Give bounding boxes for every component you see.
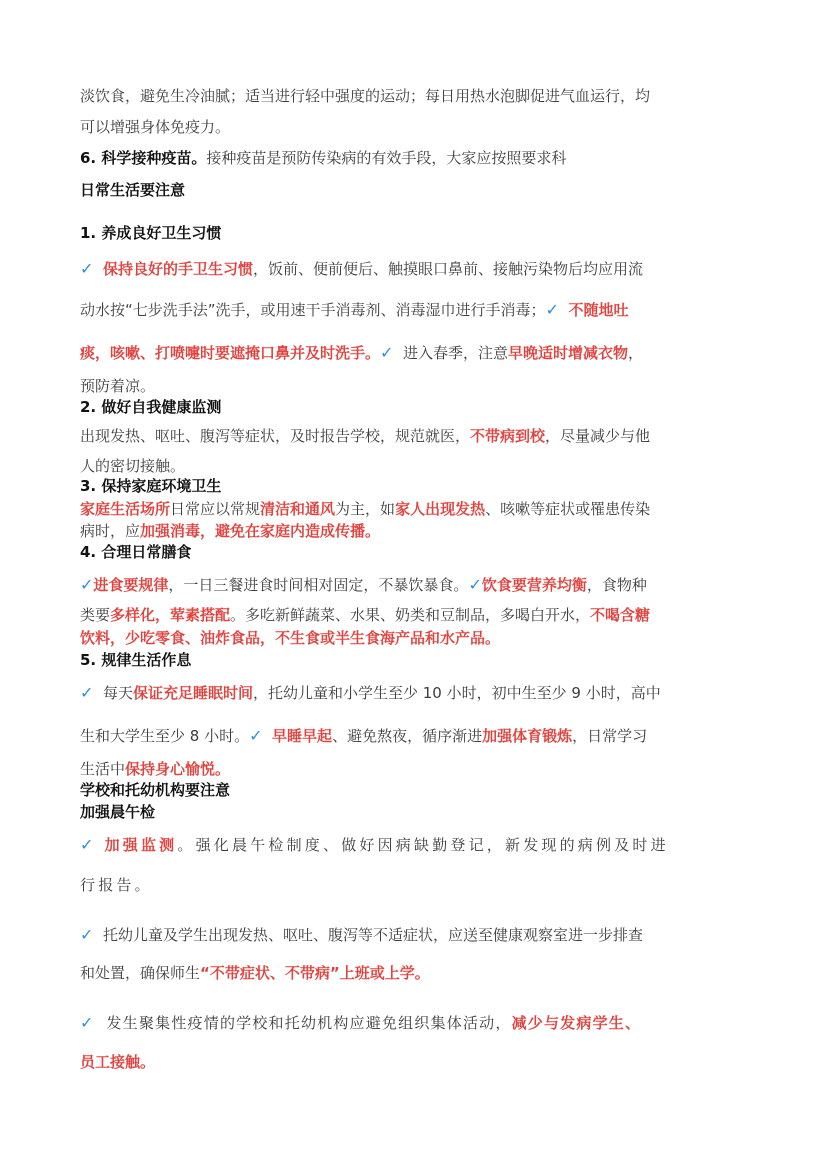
paragraph-line [80, 456, 185, 476]
text: 淡饮食，避免生冷油腻；适当进行轻中强度的运动；每日用热水泡脚促进气血运行，均 [80, 87, 651, 105]
highlight-text: 饮料，少吃零食、油炸食品，不生食或半生食海产品和水产品。 [80, 629, 501, 647]
text: 为主，如 [335, 500, 396, 518]
text: 、避免熬夜，循序渐进 [332, 727, 483, 745]
subsection-title-check: 加强晨午检 [80, 803, 156, 821]
text: 。强化晨午检制度、做好因病缺勤登记，新发现的病例及时进 [177, 836, 669, 854]
highlight-text: 保证充足睡眠时间 [132, 684, 253, 702]
highlight-text: 不随地吐 [568, 301, 629, 319]
highlight-text: 减少与发病学生、 [511, 1014, 642, 1032]
text: 行报告。 [80, 876, 153, 894]
checkmark-icon: ✓ [80, 925, 94, 944]
checkmark-icon: ✓ [80, 1013, 95, 1032]
text: 可以增强身体免疫力。 [80, 118, 231, 136]
paragraph-line [80, 726, 647, 746]
paragraph-line [80, 499, 650, 519]
highlight-text: 早睡早起 [272, 727, 333, 745]
text: 。多吃新鲜蔬菜、水果、奶类和豆制品，多喝白开水， [230, 606, 591, 624]
text: 接种疫苗是预防传染病的有效手段，大家应按照要求科 [206, 149, 567, 167]
paragraph-line [80, 86, 650, 106]
highlight-text: 员工接触。 [80, 1053, 156, 1071]
paragraph-line [80, 343, 643, 363]
paragraph-line [80, 925, 643, 945]
text: 进入春季，注意 [402, 344, 508, 362]
section-title-daily: 日常生活要注意 [80, 181, 186, 199]
paragraph-line [80, 148, 566, 168]
text: 生和大学生至少 8 小时。 [80, 727, 250, 745]
text: ，尽量减少与他 [545, 427, 651, 445]
text: ，一日三餐进食时间相对固定，不暴饮暴食。 [168, 576, 469, 594]
section-title-school: 学校和托幼机构要注意 [80, 781, 231, 799]
paragraph-line [80, 521, 380, 541]
highlight-text: 早晚适时增减衣物 [507, 344, 628, 362]
checkmark-icon: ✓ [80, 259, 94, 278]
section-heading-4: 4. 合理日常膳食 [80, 543, 192, 561]
paragraph-line [80, 376, 155, 396]
text: ，食物种 [586, 576, 647, 594]
highlight-text: 不喝含糖 [590, 606, 651, 624]
highlight-text: 痰，咳嗽、打喷嚏时要遮掩口鼻并及时洗手。 [80, 344, 381, 362]
paragraph-line [80, 835, 669, 855]
highlight-text: 多样化，荤素搭配 [110, 606, 231, 624]
paragraph-line [80, 1052, 155, 1072]
text: ，日常学习 [572, 727, 648, 745]
text: 每天 [102, 684, 133, 702]
paragraph-line [80, 875, 153, 895]
highlight-text: 饮食要营养均衡 [481, 576, 587, 594]
checkmark-icon: ✓ [249, 726, 263, 745]
paragraph-line [80, 759, 230, 779]
text: ，饭前、便前便后、触摸眼口鼻前、接触污染物后均应用流 [252, 260, 643, 278]
text: 预防着凉。 [80, 377, 156, 395]
text: 日常应以常规 [170, 500, 261, 518]
paragraph-line [80, 605, 650, 625]
paragraph-line [80, 628, 500, 648]
highlight-text: 不带病到校 [470, 427, 546, 445]
text: 托幼儿童及学生出现发热、呕吐、腹泻等不适症状，应送至健康观察室进一步排查 [102, 926, 643, 944]
paragraph-line [80, 426, 650, 446]
paragraph-line [80, 300, 629, 320]
paragraph-line [80, 683, 661, 703]
highlight-text: 清洁和通风 [260, 500, 336, 518]
checkmark-icon: ✓ [468, 575, 482, 594]
text: 和处置，确保师生 [80, 964, 201, 982]
highlight-text: 加强监测 [104, 836, 178, 854]
checkmark-icon: ✓ [80, 683, 94, 702]
highlight-text: 加强体育锻炼 [482, 727, 573, 745]
bold-text: 6. 科学接种疫苗。 [80, 149, 207, 167]
section-heading-1: 1. 养成良好卫生习惯 [80, 224, 222, 242]
text: ，托幼儿童和小学生至少 10 小时，初中生至少 9 小时，高中 [252, 684, 661, 702]
text: 类要 [80, 606, 111, 624]
section-heading-2: 2. 做好自我健康监测 [80, 398, 222, 416]
text: 发生聚集性疫情的学校和托幼机构应避免组织集体活动， [106, 1014, 512, 1032]
highlight-text: 保持身心愉悦。 [125, 760, 231, 778]
section-heading-5: 5. 规律生活作息 [80, 651, 192, 669]
checkmark-icon: ✓ [545, 300, 559, 319]
highlight-text: 进食要规律 [93, 576, 169, 594]
paragraph-line [80, 575, 647, 595]
checkmark-icon: ✓ [80, 575, 94, 594]
highlight-text: “不带症状、不带病”上班或上学。 [200, 964, 430, 982]
paragraph-line [80, 1013, 641, 1033]
highlight-text: 保持良好的手卫生习惯 [102, 260, 253, 278]
highlight-text: 家庭生活场所 [80, 500, 171, 518]
checkmark-icon: ✓ [380, 343, 394, 362]
text: 生活中 [80, 760, 126, 778]
paragraph-line [80, 259, 643, 279]
text: 人的密切接触。 [80, 457, 186, 475]
highlight-text: 加强消毒，避免在家庭内造成传播。 [140, 522, 381, 540]
checkmark-icon: ✓ [80, 835, 97, 854]
paragraph-line [80, 117, 230, 137]
text: 动水按“七步洗手法”洗手，或用速干手消毒剂、消毒湿巾进行手消毒； [80, 301, 546, 319]
text: 、咳嗽等症状或罹患传染 [485, 500, 651, 518]
highlight-text: 家人出现发热 [395, 500, 486, 518]
text: ， [628, 344, 644, 362]
paragraph-line [80, 963, 430, 983]
section-heading-3: 3. 保持家庭环境卫生 [80, 477, 222, 495]
text: 病时，应 [80, 522, 141, 540]
text: 出现发热、呕吐、腹泻等症状，及时报告学校，规范就医， [80, 427, 471, 445]
